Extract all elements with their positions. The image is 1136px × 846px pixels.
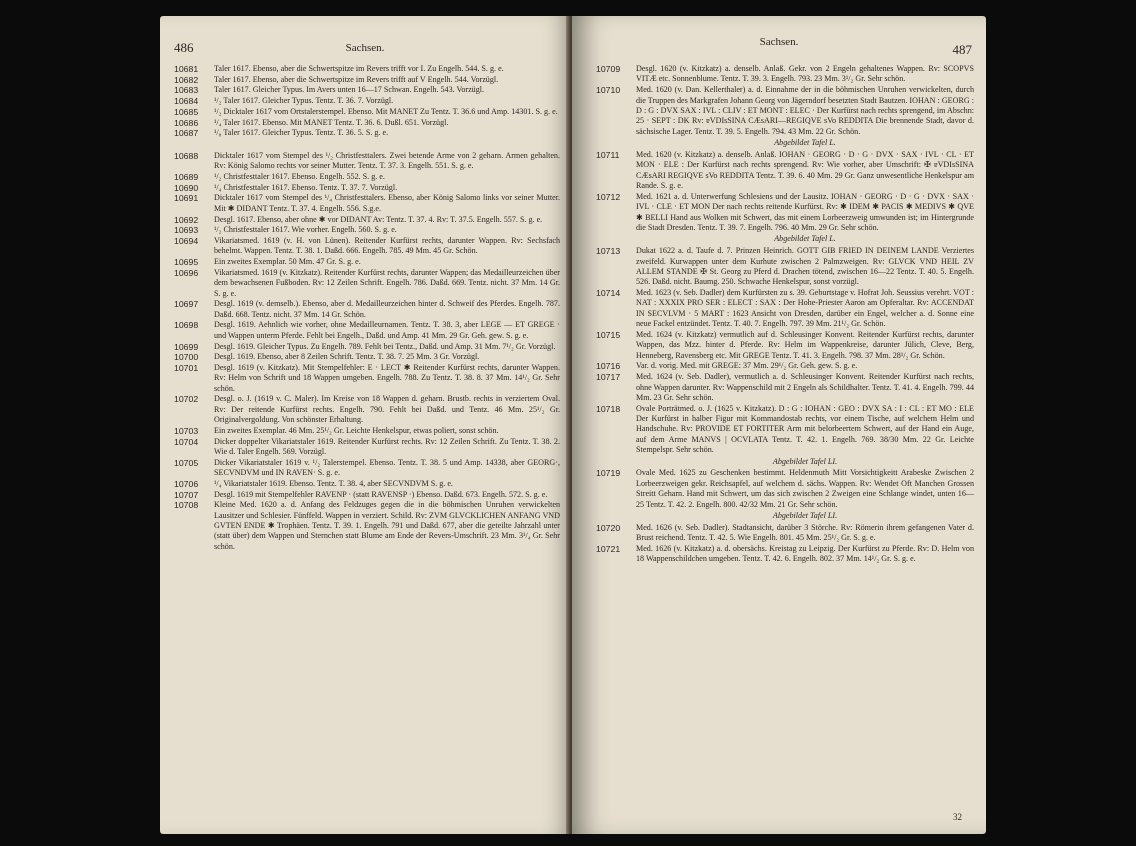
entry-number: 10703 xyxy=(174,425,199,436)
entry-body xyxy=(214,183,560,193)
catalog-entry xyxy=(596,246,974,288)
entry-body xyxy=(636,330,974,361)
entry-text: Med. 1624 (v. Kitzkatz) vermutlich auf d. Schleusinger Konvent. Reitender Kurfürst rechts, darunter Wappen, das Mzz. hinter d. Pferde. Rv: Helm im Wappenkreise, darunter Jülich, Cleve, Berg, Henneberg, Ravensberg etc. Mit GREGE Tentz. T. 41. 3. Engelh. 798. 37 Mm. 28¹/₂ Gr. Schön. xyxy=(636,329,974,360)
entry-body xyxy=(636,468,974,522)
entry-number: 10701 xyxy=(174,362,199,373)
entry-body xyxy=(636,288,974,330)
entry-list xyxy=(596,64,974,565)
entry-body xyxy=(214,118,560,128)
entry-number: 10683 xyxy=(174,85,199,96)
entry-body xyxy=(214,257,560,267)
catalog-entry xyxy=(174,342,560,352)
entry-number: 10685 xyxy=(174,106,199,117)
entry-number: 10696 xyxy=(174,267,199,278)
catalog-entry xyxy=(174,479,560,489)
entry-text: ¹/₂ Christfesttaler 1617. Wie vorher. Engelh. 560. S. g. e. xyxy=(214,225,397,235)
entry-body xyxy=(214,500,560,552)
entry-body xyxy=(214,490,560,500)
entry-number: 10702 xyxy=(174,394,199,405)
entry-body xyxy=(636,85,974,149)
entry-text: Vikariatsmed. 1619 (v. Kitzkatz). Reitender Kurfürst rechts, darunter Wappen; das Medailleurzeichen über dem bewachsenen Fußboden. Rv: 12 Zeilen Schrift. Engelh. 786. Daßd. 669. Tentz. nicht. 37 Mm. 14 Gr. S. g. e. xyxy=(214,267,560,298)
entry-number: 10718 xyxy=(596,403,621,414)
entry-number: 10710 xyxy=(596,85,621,96)
catalog-entry xyxy=(596,85,974,149)
catalog-entry xyxy=(174,426,560,436)
entry-text: Taler 1617. Ebenso, aber die Schwertspitze im Revers trifft vor I. Zu Engelh. 544. S. g. e. xyxy=(214,64,504,73)
entry-body xyxy=(214,225,560,235)
catalog-entry xyxy=(596,523,974,544)
entry-body xyxy=(214,75,560,85)
left-page-header xyxy=(160,34,570,54)
catalog-entry xyxy=(596,544,974,565)
entry-text: Taler 1617. Ebenso, aber die Schwertspitze im Revers trifft auf V Engelh. 544. Vorzügl. xyxy=(214,74,499,84)
entry-text: Med. 1623 (v. Seb. Dadler) dem Kurfürsten zu s. 39. Geburtstage v. Hofrat Joh. Seussius verehrt. VOT : NAT : XXXIX PRO SER : ELECT : SAX : Der Hohe-Priester Aaron am Opferaltar. Rv: ACCENDAT IN SECVLVM · 5 MART : 1623 Ansicht von Dresden, darüber ein Engel, welcher a. d. Sonne eine neue Fackel entzündet. Tentz. T. 40. 7. Engelh. 797. 39 Mm. 21¹/₂ Gr. Schön. xyxy=(636,288,974,329)
entry-text: ¹/₂ Christfesttaler 1617. Ebenso. Engelh. 552. S. g. e. xyxy=(214,172,385,182)
entry-body xyxy=(636,523,974,544)
entry-text: Dicker Vikariatstaler 1619 v. ¹/₂ Talerstempel. Ebenso. Tentz. T. 38. 5 und Amp. 14338, aber GEORG·, SECVNDVM und IN RAVEN· S. g. e. xyxy=(214,457,560,478)
right-page xyxy=(572,16,986,834)
entry-text: Kleine Med. 1620 a. d. Anfang des Feldzuges gegen die in die böhmischen Unruhen verwickelten Lausitzer und Schlesier. Fünffeld. Wappen in verziert. Schild. Rv: ZVM GLVCKLICHEN ANFANG VND GVTEN ENDE ✱ Trophäen. Tentz. T. 39. 1. Engelh. 791 und Daßd. 677, aber die geteilte Jahrzahl unter (statt über) dem Wappen und Sternchen statt Blume am Ende der Revers-Umschrift. 23 Mm. 3¹/₄ Gr. Sehr schön. xyxy=(214,500,560,551)
entry-number: 10682 xyxy=(174,74,199,85)
entry-text: Dukat 1622 a. d. Taufe d. 7. Prinzen Heinrich. GOTT GIB FRIED IN DEINEM LANDE Verziertes zweifeld. Kurwappen unter dem Kurhute zwischen 2 Palmzweigen. Rv: GLVCK VND HEIL ZV ALLEM STANDE ✠ St. Georg zu Pferd d. Drachen tötend, zwischen 16—22 Tentz. T. 40. 5. Engelh. 526. Daßd. nicht. Baumg. 250. Schwache Henkelspur, sonst vorzügl. xyxy=(636,246,974,287)
entry-text: Dicktaler 1617 vom Stempel des ¹/₂ Christfesttalers. Zwei betende Arme von 2 geharn. Armen gehalten. Rv: König Salomo rechts vor seiner Mutter. Tentz. T. 37. 3. Engelh. 551. S. g. e. xyxy=(214,150,560,171)
catalog-entry xyxy=(174,236,560,257)
entry-body xyxy=(636,246,974,288)
entry-text: Desgl. 1620 (v. Kitzkatz) a. denselb. Anlaß. Gekr. von 2 Engeln gehaltenes Wappen. Rv: SCOPVS VITÆ etc. Sonnenblume. Tentz. T. 39. 3. Engelh. 793. 23 Mm. 3¹/₂ Gr. Sehr schön. xyxy=(636,64,974,84)
catalog-entry xyxy=(174,299,560,320)
entry-text: Ein zweites Exemplar. 46 Mm. 25¹/₂ Gr. Leichte Henkelspur, etwas poliert, sonst schön. xyxy=(214,425,499,435)
entry-number: 10690 xyxy=(174,182,199,193)
catalog-entry xyxy=(596,361,974,371)
plate-caption: Abgebildet Tafel LI. xyxy=(772,456,838,466)
signature-mark: 32 xyxy=(953,812,962,822)
catalog-entry xyxy=(174,96,560,106)
entry-body xyxy=(214,352,560,362)
entry-body xyxy=(214,193,560,214)
page-number: 486 xyxy=(174,40,194,55)
catalog-entry xyxy=(596,372,974,403)
entry-number: 10712 xyxy=(596,191,621,202)
entry-body xyxy=(214,96,560,106)
entry-number: 10707 xyxy=(174,489,199,500)
catalog-entry xyxy=(174,320,560,341)
entry-text: Desgl. 1619 (v. demselb.). Ebenso, aber d. Medailleurzeichen hinter d. Schweif des Pferdes. Engelh. 787. Daßd. 668. Tentz. nicht. 37 Mm. 14 Gr. Schön. xyxy=(214,299,560,319)
entry-number: 10714 xyxy=(596,288,621,299)
entry-body xyxy=(214,437,560,458)
catalog-entry xyxy=(174,437,560,458)
entry-text: Dicktaler 1617 vom Stempel des ¹/₄ Christfesttalers. Ebenso, aber König Salomo links vor seiner Mutter. Mit ✱ DIDANT Tentz. T. 37. 4. Engelh. 556. S.g.e. xyxy=(214,193,560,213)
entry-number: 10691 xyxy=(174,193,199,204)
entry-body xyxy=(214,426,560,436)
entry-text: Taler 1617. Gleicher Typus. Im Avers unten 16—17 Schwan. Engelh. 543. Vorzügl. xyxy=(214,85,485,95)
catalog-entry xyxy=(174,151,560,172)
entry-body xyxy=(214,458,560,479)
entry-text: Desgl. 1617. Ebenso, aber ohne ✱ vor DIDANT Av: Tentz. T. 37. 4. Rv: T. 37.5. Engelh. 557. S. g. e. xyxy=(214,214,543,224)
catalog-entry xyxy=(596,150,974,192)
entry-body xyxy=(636,544,974,565)
entry-text: ¹/₈ Taler 1617. Gleicher Typus. Tentz. T. 36. 5. S. g. e. xyxy=(214,128,389,138)
entry-text: Desgl. o. J. (1619 v. C. Maler). Im Kreise von 18 Wappen d. geharn. Brustb. rechts in verziertem Oval. Rv: Der reitende Kurfürst rechts. Engelh. 790. Fehlt bei Daßd. und Tentz. 46 Mm. 25¹/₂ Gr. Originalvergoldung. Von schönster Erhaltung. xyxy=(214,394,560,425)
catalog-entry xyxy=(174,394,560,425)
entry-text: Ovale Porträtmed. o. J. (1625 v. Kitzkatz). D : G : IOHAN : GEO : DVX SA : I : CL : ET MO : ELE Der Kurfürst in halber Figur mit Kommandostab rechts, vor einem Tische, auf welchem Helm und Handschuhe. Rv: PROVIDE ET FORTITER Arm mit belorbeertem Schwert, auf der Hand ein Auge, auf dem Arme MANVS | OCVLATA Tentz. T. 42. 1. Engelh. 769. 38/30 Mm. 22 Gr. Leichte Stempelspr. Sehr schön. xyxy=(636,403,974,455)
entry-number: 10705 xyxy=(174,457,199,468)
entry-body xyxy=(636,192,974,246)
entry-text: Med. 1621 a. d. Unterwerfung Schlesiens und der Lausitz. IOHAN · GEORG · D · G · DVX · SAX · IVL · CLE · ET MON Der nach rechts reitende Kurfürst. Rv: ✱ IDEM ✱ PACIS ✱ MEDIVS ✱ QVE ✱ BELLI Hand aus Wolken mit Schwert, das mit einem Lorbeerzweig umwunden ist; im Hintergrunde die Stadt Dresden. Tentz. T. 39. 7. Engelh. 796. 40 Mm. 29 Gr. Sehr schön. xyxy=(636,191,974,232)
entry-text: Med. 1620 (v. Dan. Kellerthaler) a. d. Einnahme der in die böhmischen Unruhen verwickelten, durch die Truppen des Markgrafen Johann Georg von Jägerndorf besetzten Stadt Bautzen. IOHAN : GEORG : D : G : DVX SAX : IVL : CLIV : ET MONT : ELEC · Der Kurfürst nach rechts sprengend, im Abschn: 25 · SEPT : DK Rv: ɐVDIsSINA CÆsARI—REGIQVE sVo REDDITA Die brennende Stadt, davor d. sächsische Lager. Tentz. T. 39. 5. Engelh. 794. 43 Mm. 22 Gr. Schön. xyxy=(636,85,974,136)
entry-body xyxy=(214,107,560,117)
entry-number: 10721 xyxy=(596,543,621,554)
catalog-entry xyxy=(596,288,974,330)
entry-body xyxy=(214,236,560,257)
entry-body xyxy=(214,479,560,489)
catalog-entry xyxy=(174,75,560,85)
entry-number: 10684 xyxy=(174,96,199,107)
entry-number: 10708 xyxy=(174,500,199,511)
entry-text: Var. d. vorig. Med. mit GREGE: 37 Mm. 29¹/₂ Gr. Geh. gew. S. g. e. xyxy=(636,361,858,371)
catalog-entry xyxy=(174,183,560,193)
entry-text: Ein zweites Exemplar. 50 Mm. 47 Gr. S. g. e. xyxy=(214,257,361,267)
catalog-entry xyxy=(174,85,560,95)
entry-number: 10695 xyxy=(174,257,199,268)
entry-text: Desgl. 1619 (v. Kitzkatz). Mit Stempelfehler: E · LECT ✱ Reitender Kurfürst rechts, darunter Wappen. Rv: Helm von Schrift und 18 Wappen umgeben. Engelh. 788. Zu Tentz. T. 38. 8. 37 Mm. 14¹/₂ Gr. Sehr schön. xyxy=(214,362,560,393)
entry-text: Desgl. 1619. Aehnlich wie vorher, ohne Medailleurnamen. Tentz. T. 38. 3, aber LEGE — ET GREGE · und Wappen unterm Pferde. Fehlt bei Engelh., Daßd. und Amp. 41 Mm. 29 Gr. Geh. gew. S. g. e. xyxy=(214,320,560,340)
catalog-entry xyxy=(174,172,560,182)
entry-number: 10704 xyxy=(174,436,199,447)
entry-body xyxy=(214,320,560,341)
entry-number: 10709 xyxy=(596,64,621,74)
right-page-header xyxy=(572,34,986,57)
entry-list xyxy=(174,64,560,139)
catalog-entry xyxy=(596,192,974,246)
entry-number: 10697 xyxy=(174,299,199,310)
entry-body xyxy=(214,342,560,352)
plate-caption: Abgebildet Tafel LI. xyxy=(772,511,838,521)
entry-number: 10716 xyxy=(596,361,621,372)
entry-body xyxy=(214,394,560,425)
page-number: 487 xyxy=(952,42,972,57)
entry-body xyxy=(214,363,560,394)
entry-body xyxy=(636,150,974,192)
entry-text: Vikariatsmed. 1619 (v. H. von Lünen). Reitender Kurfürst rechts, darunter Wappen. Rv: Sechsfach behelmt. Wappen. Tentz. T. 38. 1. Daßd. 666. Engelh. 785. 49 Mm. 45 Gr. Schön. xyxy=(214,235,560,256)
entry-number: 10692 xyxy=(174,214,199,225)
running-title: Sachsen. xyxy=(345,42,385,54)
catalog-entry xyxy=(174,215,560,225)
catalog-entry xyxy=(174,225,560,235)
plate-caption: Abgebildet Tafel L. xyxy=(774,234,836,244)
entry-body xyxy=(214,151,560,172)
entry-text: Ovale Med. 1625 zu Geschenken bestimmt. Heldenmuth Mitt Vorsichtigkeitt Arabeske Zwischen 2 Lorbeerzweigen gekr. Reichsapfel, auf welchem d. sächs. Wappen. Rv: Wendet Oft Manchen Grossen Streitt Geharn. Hand mit Schwert, um das sich zwischen 2 Zweigen eine Schlange windet, unten 16—25 Tentz. T. 42. 2. Engelh. 800. 42/32 Mm. 21 Gr. Sehr schön. xyxy=(636,468,974,509)
entry-text: ¹/₄ Vikariatstaler 1619. Ebenso. Tentz. T. 38. 4, aber SECVNDVM S. g. e. xyxy=(214,478,453,488)
catalog-entry xyxy=(174,128,560,138)
catalog-entry xyxy=(174,363,560,394)
entry-text: Desgl. 1619. Gleicher Typus. Zu Engelh. 789. Fehlt bei Tentz., Daßd. und Amp. 31 Mm. 7¹/₂ Gr. Vorzügl. xyxy=(214,341,556,351)
catalog-entry xyxy=(174,268,560,299)
entry-text: Desgl. 1619. Ebenso, aber 8 Zeilen Schrift. Tentz. T. 38. 7. 25 Mm. 3 Gr. Vorzügl. xyxy=(214,352,480,362)
entry-body xyxy=(214,268,560,299)
left-page xyxy=(160,16,570,834)
entry-number: 10693 xyxy=(174,225,199,236)
entry-number: 10715 xyxy=(596,329,621,340)
entry-number: 10700 xyxy=(174,352,199,363)
entry-text: Desgl. 1619 mit Stempelfehler RAVENP · (statt RAVENSP ·) Ebenso. Daßd. 673. Engelh. 572. S. g. e. xyxy=(214,489,548,499)
catalog-entry xyxy=(596,468,974,522)
entry-text: Dicker doppelter Vikariatstaler 1619. Reitender Kurfürst rechts. Rv: 12 Zeilen Schrift. Zu Tentz. T. 38. 2. Wie d. Taler Engelh. 569. Vorzügl. xyxy=(214,436,560,457)
catalog-entry xyxy=(596,404,974,468)
entry-body xyxy=(636,372,974,403)
entry-number: 10720 xyxy=(596,522,621,533)
entry-text: Med. 1626 (v. Seb. Dadler). Stadtansicht, darüber 3 Störche. Rv: Römerin ihrem gefangenen Vater d. Brust reichend. Tentz. T. 42. 5. Wie Engelh. 801. 45 Mm. 25¹/₂ Gr. S. g. e. xyxy=(636,522,974,543)
entry-body xyxy=(636,404,974,468)
entry-number: 10699 xyxy=(174,341,199,352)
section-gap xyxy=(174,139,560,151)
catalog-entry xyxy=(596,64,974,85)
catalog-entry xyxy=(174,458,560,479)
entry-text: ¹/₄ Taler 1617. Ebenso. Mit MANET Tentz. T. 36. 6. Dußl. 651. Vorzügl. xyxy=(214,117,449,127)
entry-body xyxy=(214,299,560,320)
entry-text: ¹/₂ Dicktaler 1617 vom Ortstalerstempel. Ebenso. Mit MANET Zu Tentz. T. 36.6 und Amp. 14301. S. g. e. xyxy=(214,106,558,116)
entry-number: 10713 xyxy=(596,246,621,257)
catalog-entry xyxy=(174,64,560,74)
catalog-entry xyxy=(174,107,560,117)
entry-number: 10717 xyxy=(596,372,621,383)
entry-number: 10687 xyxy=(174,128,199,139)
entry-text: ¹/₂ Taler 1617. Gleicher Typus. Tentz. T. 36. 7. Vorzügl. xyxy=(214,96,394,106)
entry-number: 10694 xyxy=(174,235,199,246)
catalog-entry xyxy=(174,490,560,500)
entry-number: 10711 xyxy=(596,149,620,160)
entry-number: 10698 xyxy=(174,320,199,331)
entry-body xyxy=(214,128,560,138)
entry-number: 10686 xyxy=(174,117,199,128)
catalog-entry xyxy=(596,330,974,361)
entry-body xyxy=(214,215,560,225)
catalog-entry xyxy=(174,352,560,362)
entry-body xyxy=(636,64,974,85)
entry-text: ¹/₄ Christfesttaler 1617. Ebenso. Tentz. T. 37. 7. Vorzügl. xyxy=(214,182,398,192)
entry-number: 10681 xyxy=(174,64,199,74)
entry-text: Med. 1626 (v. Kitzkatz) a. d. obersächs. Kreistag zu Leipzig. Der Kurfürst zu Pferde. Rv: D. Helm von 18 Wappenschildchen umgeben. Tentz. T. 42. 6. Engelh. 802. 37 Mm. 14¹/₂ Gr. S. g. e. xyxy=(636,543,974,564)
catalog-entry xyxy=(174,500,560,552)
entry-body xyxy=(214,172,560,182)
entry-body xyxy=(636,361,974,371)
plate-caption: Abgebildet Tafel L. xyxy=(774,138,836,148)
entry-body xyxy=(214,85,560,95)
entry-number: 10706 xyxy=(174,478,199,489)
entry-number: 10719 xyxy=(596,468,621,479)
entry-number: 10689 xyxy=(174,172,199,183)
running-title: Sachsen. xyxy=(759,36,799,48)
catalog-entry xyxy=(174,118,560,128)
entry-body xyxy=(214,64,560,74)
entry-text: Med. 1620 (v. Kitzkatz) a. denselb. Anlaß. IOHAN · GEORG · D · G · DVX · SAX · IVL · CL · ET MON · ELE : Der Kurfürst nach rechts sprengend. Rv: Wie vorher, aber Umschrift: ✠ ɐVDIsSINA CÆsARI REGIQVE sVo REDDITA Tentz. T. 39. 6. 40 Mm. 29 Gr. Ganz unwesentliche Henkelspur am Rande. S. g. e. xyxy=(636,149,974,191)
entry-number: 10688 xyxy=(174,150,199,161)
catalog-entry xyxy=(174,257,560,267)
entry-list xyxy=(174,151,560,552)
entry-text: Med. 1624 (v. Seb. Dadler), vermutlich a. d. Schleusinger Konvent. Reitender Kurfürst nach rechts, ohne Wappen darunter. Rv: Wappenschild mit 2 Engeln als Schildhalter. Tentz. T. 41. 4. Engelh. 799. 44 Mm. 23 Gr. Sehr schön. xyxy=(636,372,974,402)
catalog-entry xyxy=(174,193,560,214)
